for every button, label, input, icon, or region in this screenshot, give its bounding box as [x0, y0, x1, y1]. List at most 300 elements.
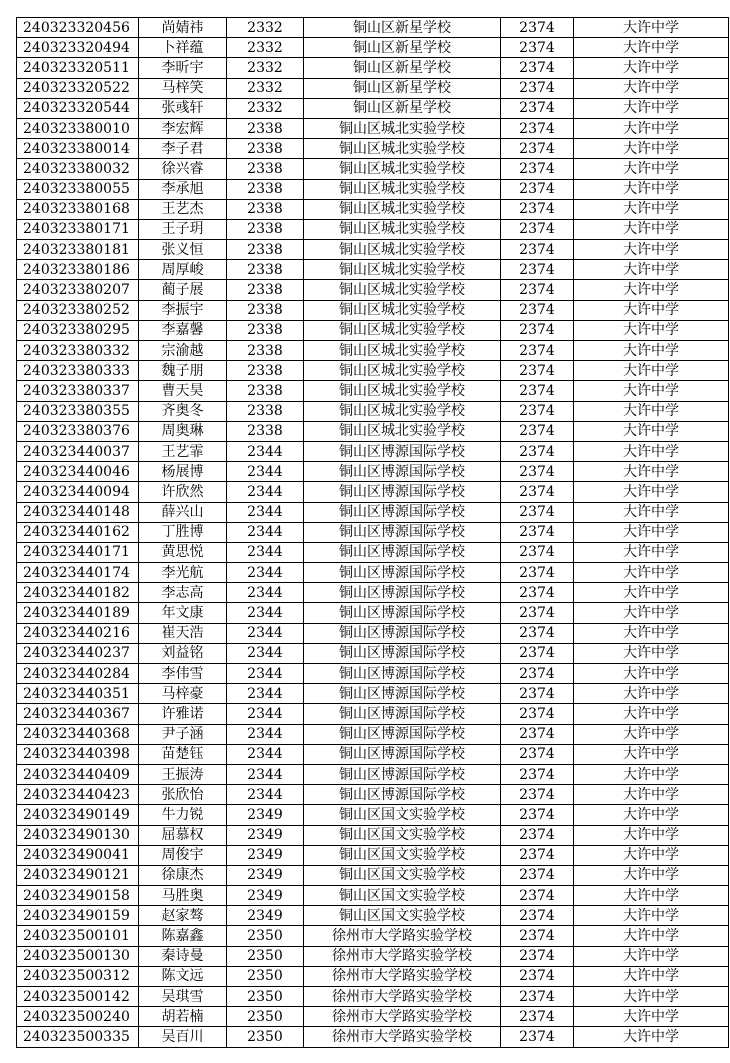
table-row [17, 1027, 729, 1047]
student-name-cell: 张彧轩 [139, 98, 227, 118]
school-name-cell: 铜山区博源国际学校 [304, 684, 501, 704]
target-code-cell: 2374 [501, 966, 574, 986]
school-name-cell: 铜山区国文实验学校 [304, 886, 501, 906]
target-code-cell: 2374 [501, 118, 574, 138]
exam-id-cell: 240323440409 [17, 764, 139, 784]
school-name-cell: 铜山区博源国际学校 [304, 542, 501, 562]
school-name-cell: 铜山区博源国际学校 [304, 744, 501, 764]
exam-id-cell: 240323380295 [17, 320, 139, 340]
table-row [17, 563, 729, 583]
school-name-cell: 铜山区城北实验学校 [304, 139, 501, 159]
exam-id-cell: 240323320494 [17, 38, 139, 58]
table-row [17, 118, 729, 138]
school-code-cell: 2349 [227, 906, 304, 926]
target-code-cell: 2374 [501, 280, 574, 300]
table-row [17, 199, 729, 219]
school-name-cell: 铜山区城北实验学校 [304, 159, 501, 179]
school-code-cell: 2350 [227, 926, 304, 946]
table-row [17, 381, 729, 401]
school-name-cell: 铜山区城北实验学校 [304, 260, 501, 280]
target-school-cell: 大许中学 [574, 199, 729, 219]
student-name-cell: 陈文远 [139, 966, 227, 986]
exam-id-cell: 240323440174 [17, 563, 139, 583]
table-row [17, 603, 729, 623]
table-row [17, 441, 729, 461]
target-school-cell: 大许中学 [574, 603, 729, 623]
student-name-cell: 周厚峻 [139, 260, 227, 280]
target-school-cell: 大许中学 [574, 664, 729, 684]
table-row [17, 159, 729, 179]
target-code-cell: 2374 [501, 522, 574, 542]
exam-id-cell: 240323380032 [17, 159, 139, 179]
table-row [17, 361, 729, 381]
target-school-cell: 大许中学 [574, 159, 729, 179]
student-name-cell: 王振涛 [139, 764, 227, 784]
school-name-cell: 铜山区博源国际学校 [304, 623, 501, 643]
table-row [17, 320, 729, 340]
school-code-cell: 2332 [227, 78, 304, 98]
target-school-cell: 大许中学 [574, 421, 729, 441]
school-code-cell: 2338 [227, 421, 304, 441]
student-name-cell: 李振宇 [139, 300, 227, 320]
table-row [17, 583, 729, 603]
school-code-cell: 2338 [227, 139, 304, 159]
table-row [17, 98, 729, 118]
target-school-cell: 大许中学 [574, 401, 729, 421]
table-row [17, 78, 729, 98]
school-name-cell: 铜山区博源国际学校 [304, 502, 501, 522]
exam-id-cell: 240323380252 [17, 300, 139, 320]
school-code-cell: 2350 [227, 946, 304, 966]
student-name-cell: 周奥琳 [139, 421, 227, 441]
target-code-cell: 2374 [501, 845, 574, 865]
exam-id-cell: 240323380010 [17, 118, 139, 138]
student-name-cell: 许雅诺 [139, 704, 227, 724]
student-name-cell: 蔺子展 [139, 280, 227, 300]
table-row [17, 643, 729, 663]
target-school-cell: 大许中学 [574, 341, 729, 361]
exam-id-cell: 240323380355 [17, 401, 139, 421]
table-row [17, 966, 729, 986]
school-name-cell: 铜山区国文实验学校 [304, 845, 501, 865]
school-code-cell: 2332 [227, 38, 304, 58]
target-school-cell: 大许中学 [574, 1027, 729, 1047]
table-row [17, 886, 729, 906]
target-school-cell: 大许中学 [574, 18, 729, 38]
target-school-cell: 大许中学 [574, 926, 729, 946]
school-name-cell: 铜山区国文实验学校 [304, 906, 501, 926]
school-code-cell: 2338 [227, 179, 304, 199]
exam-id-cell: 240323380333 [17, 361, 139, 381]
target-code-cell: 2374 [501, 825, 574, 845]
table-row [17, 542, 729, 562]
exam-id-cell: 240323380376 [17, 421, 139, 441]
table-row [17, 179, 729, 199]
student-name-cell: 王艺杰 [139, 199, 227, 219]
student-name-cell: 马梓笑 [139, 78, 227, 98]
target-code-cell: 2374 [501, 987, 574, 1007]
exam-id-cell: 240323440189 [17, 603, 139, 623]
student-name-cell: 马梓豪 [139, 684, 227, 704]
school-code-cell: 2350 [227, 1027, 304, 1047]
school-code-cell: 2338 [227, 381, 304, 401]
target-school-cell: 大许中学 [574, 300, 729, 320]
exam-id-cell: 240323380055 [17, 179, 139, 199]
school-code-cell: 2338 [227, 341, 304, 361]
student-name-cell: 丁胜博 [139, 522, 227, 542]
student-name-cell: 宗渝越 [139, 341, 227, 361]
target-school-cell: 大许中学 [574, 865, 729, 885]
student-name-cell: 陈嘉鑫 [139, 926, 227, 946]
table-row [17, 744, 729, 764]
exam-id-cell: 240323490159 [17, 906, 139, 926]
target-code-cell: 2374 [501, 341, 574, 361]
exam-id-cell: 240323440148 [17, 502, 139, 522]
student-name-cell: 吴百川 [139, 1027, 227, 1047]
school-name-cell: 铜山区博源国际学校 [304, 563, 501, 583]
target-school-cell: 大许中学 [574, 118, 729, 138]
target-school-cell: 大许中学 [574, 724, 729, 744]
target-code-cell: 2374 [501, 18, 574, 38]
school-code-cell: 2344 [227, 563, 304, 583]
table-row [17, 946, 729, 966]
target-school-cell: 大许中学 [574, 704, 729, 724]
school-code-cell: 2344 [227, 785, 304, 805]
school-name-cell: 铜山区城北实验学校 [304, 118, 501, 138]
target-school-cell: 大许中学 [574, 623, 729, 643]
school-code-cell: 2350 [227, 966, 304, 986]
school-name-cell: 徐州市大学路实验学校 [304, 946, 501, 966]
target-code-cell: 2374 [501, 441, 574, 461]
school-code-cell: 2350 [227, 1007, 304, 1027]
exam-id-cell: 240323440284 [17, 664, 139, 684]
school-code-cell: 2338 [227, 199, 304, 219]
target-code-cell: 2374 [501, 320, 574, 340]
target-code-cell: 2374 [501, 139, 574, 159]
school-code-cell: 2349 [227, 825, 304, 845]
school-name-cell: 铜山区新星学校 [304, 78, 501, 98]
school-name-cell: 铜山区城北实验学校 [304, 219, 501, 239]
exam-id-cell: 240323500101 [17, 926, 139, 946]
school-code-cell: 2332 [227, 18, 304, 38]
school-name-cell: 铜山区国文实验学校 [304, 825, 501, 845]
exam-id-cell: 240323440037 [17, 441, 139, 461]
target-code-cell: 2374 [501, 906, 574, 926]
target-school-cell: 大许中学 [574, 845, 729, 865]
student-name-cell: 尹子涵 [139, 724, 227, 744]
school-code-cell: 2349 [227, 865, 304, 885]
target-school-cell: 大许中学 [574, 563, 729, 583]
student-name-cell: 秦诗曼 [139, 946, 227, 966]
target-code-cell: 2374 [501, 805, 574, 825]
target-school-cell: 大许中学 [574, 441, 729, 461]
school-name-cell: 铜山区博源国际学校 [304, 785, 501, 805]
table-row [17, 926, 729, 946]
student-name-cell: 周俊宇 [139, 845, 227, 865]
school-code-cell: 2344 [227, 684, 304, 704]
target-code-cell: 2374 [501, 78, 574, 98]
student-name-cell: 马胜奥 [139, 886, 227, 906]
table-row [17, 825, 729, 845]
target-code-cell: 2374 [501, 886, 574, 906]
target-school-cell: 大许中学 [574, 987, 729, 1007]
target-school-cell: 大许中学 [574, 522, 729, 542]
exam-id-cell: 240323380181 [17, 240, 139, 260]
school-code-cell: 2344 [227, 502, 304, 522]
school-name-cell: 铜山区博源国际学校 [304, 522, 501, 542]
target-code-cell: 2374 [501, 785, 574, 805]
target-school-cell: 大许中学 [574, 462, 729, 482]
school-name-cell: 铜山区新星学校 [304, 18, 501, 38]
table-row [17, 1007, 729, 1027]
school-name-cell: 铜山区新星学校 [304, 98, 501, 118]
target-code-cell: 2374 [501, 764, 574, 784]
target-school-cell: 大许中学 [574, 260, 729, 280]
exam-id-cell: 240323490130 [17, 825, 139, 845]
target-code-cell: 2374 [501, 603, 574, 623]
school-code-cell: 2338 [227, 219, 304, 239]
target-school-cell: 大许中学 [574, 381, 729, 401]
table-row [17, 724, 729, 744]
student-name-cell: 黄思悦 [139, 542, 227, 562]
target-code-cell: 2374 [501, 704, 574, 724]
school-code-cell: 2338 [227, 240, 304, 260]
table-row [17, 845, 729, 865]
student-name-cell: 李承旭 [139, 179, 227, 199]
school-code-cell: 2338 [227, 280, 304, 300]
target-school-cell: 大许中学 [574, 361, 729, 381]
school-name-cell: 铜山区博源国际学校 [304, 462, 501, 482]
school-code-cell: 2344 [227, 522, 304, 542]
target-school-cell: 大许中学 [574, 240, 729, 260]
target-school-cell: 大许中学 [574, 744, 729, 764]
target-code-cell: 2374 [501, 58, 574, 78]
target-code-cell: 2374 [501, 563, 574, 583]
table-row [17, 684, 729, 704]
exam-id-cell: 240323440162 [17, 522, 139, 542]
target-code-cell: 2374 [501, 260, 574, 280]
school-code-cell: 2344 [227, 664, 304, 684]
school-code-cell: 2344 [227, 764, 304, 784]
target-code-cell: 2374 [501, 159, 574, 179]
student-name-cell: 牛力锐 [139, 805, 227, 825]
target-code-cell: 2374 [501, 623, 574, 643]
target-code-cell: 2374 [501, 199, 574, 219]
student-name-cell: 李子君 [139, 139, 227, 159]
school-code-cell: 2338 [227, 118, 304, 138]
target-code-cell: 2374 [501, 300, 574, 320]
school-code-cell: 2344 [227, 603, 304, 623]
school-code-cell: 2344 [227, 744, 304, 764]
exam-id-cell: 240323440237 [17, 643, 139, 663]
school-code-cell: 2338 [227, 159, 304, 179]
target-school-cell: 大许中学 [574, 684, 729, 704]
school-code-cell: 2332 [227, 98, 304, 118]
school-code-cell: 2344 [227, 724, 304, 744]
school-name-cell: 铜山区城北实验学校 [304, 361, 501, 381]
exam-id-cell: 240323380332 [17, 341, 139, 361]
target-code-cell: 2374 [501, 684, 574, 704]
target-school-cell: 大许中学 [574, 643, 729, 663]
student-name-cell: 崔天浩 [139, 623, 227, 643]
school-name-cell: 铜山区城北实验学校 [304, 280, 501, 300]
school-code-cell: 2344 [227, 441, 304, 461]
table-row [17, 462, 729, 482]
target-school-cell: 大许中学 [574, 502, 729, 522]
table-row [17, 38, 729, 58]
target-code-cell: 2374 [501, 361, 574, 381]
table-row [17, 482, 729, 502]
school-code-cell: 2349 [227, 886, 304, 906]
exam-id-cell: 240323440423 [17, 785, 139, 805]
table-row [17, 280, 729, 300]
school-code-cell: 2338 [227, 401, 304, 421]
student-name-cell: 李嘉馨 [139, 320, 227, 340]
table-row [17, 805, 729, 825]
target-school-cell: 大许中学 [574, 219, 729, 239]
school-name-cell: 铜山区城北实验学校 [304, 179, 501, 199]
school-name-cell: 铜山区国文实验学校 [304, 805, 501, 825]
school-name-cell: 徐州市大学路实验学校 [304, 1027, 501, 1047]
exam-id-cell: 240323440216 [17, 623, 139, 643]
table-row [17, 300, 729, 320]
exam-id-cell: 240323440367 [17, 704, 139, 724]
target-school-cell: 大许中学 [574, 1007, 729, 1027]
school-code-cell: 2344 [227, 643, 304, 663]
school-name-cell: 铜山区博源国际学校 [304, 603, 501, 623]
school-name-cell: 铜山区城北实验学校 [304, 300, 501, 320]
exam-id-cell: 240323380337 [17, 381, 139, 401]
school-code-cell: 2349 [227, 805, 304, 825]
target-school-cell: 大许中学 [574, 805, 729, 825]
exam-id-cell: 240323440182 [17, 583, 139, 603]
exam-id-cell: 240323490149 [17, 805, 139, 825]
target-school-cell: 大许中学 [574, 886, 729, 906]
school-name-cell: 徐州市大学路实验学校 [304, 966, 501, 986]
target-code-cell: 2374 [501, 219, 574, 239]
school-code-cell: 2344 [227, 704, 304, 724]
exam-id-cell: 240323380171 [17, 219, 139, 239]
target-school-cell: 大许中学 [574, 78, 729, 98]
target-code-cell: 2374 [501, 664, 574, 684]
student-name-cell: 王艺霏 [139, 441, 227, 461]
exam-id-cell: 240323380168 [17, 199, 139, 219]
school-code-cell: 2349 [227, 845, 304, 865]
school-code-cell: 2338 [227, 300, 304, 320]
student-name-cell: 李光航 [139, 563, 227, 583]
target-code-cell: 2374 [501, 865, 574, 885]
target-school-cell: 大许中学 [574, 825, 729, 845]
student-name-cell: 齐奥冬 [139, 401, 227, 421]
target-school-cell: 大许中学 [574, 583, 729, 603]
school-name-cell: 铜山区城北实验学校 [304, 421, 501, 441]
exam-id-cell: 240323320522 [17, 78, 139, 98]
table-row [17, 502, 729, 522]
school-name-cell: 铜山区博源国际学校 [304, 664, 501, 684]
student-name-cell: 吴琪雪 [139, 987, 227, 1007]
student-name-cell: 李昕宇 [139, 58, 227, 78]
target-code-cell: 2374 [501, 1007, 574, 1027]
target-school-cell: 大许中学 [574, 946, 729, 966]
target-school-cell: 大许中学 [574, 139, 729, 159]
table-row [17, 664, 729, 684]
exam-id-cell: 240323320511 [17, 58, 139, 78]
table-row [17, 623, 729, 643]
exam-id-cell: 240323380207 [17, 280, 139, 300]
target-code-cell: 2374 [501, 542, 574, 562]
student-name-cell: 张欣怡 [139, 785, 227, 805]
target-school-cell: 大许中学 [574, 906, 729, 926]
target-code-cell: 2374 [501, 583, 574, 603]
student-name-cell: 胡若楠 [139, 1007, 227, 1027]
table-row [17, 401, 729, 421]
table-row [17, 865, 729, 885]
target-code-cell: 2374 [501, 744, 574, 764]
target-school-cell: 大许中学 [574, 785, 729, 805]
school-name-cell: 铜山区城北实验学校 [304, 401, 501, 421]
exam-id-cell: 240323490121 [17, 865, 139, 885]
student-name-cell: 杨展博 [139, 462, 227, 482]
exam-id-cell: 240323440046 [17, 462, 139, 482]
student-name-cell: 苗楚钰 [139, 744, 227, 764]
exam-id-cell: 240323500130 [17, 946, 139, 966]
school-name-cell: 铜山区博源国际学校 [304, 583, 501, 603]
student-name-cell: 赵家骜 [139, 906, 227, 926]
table-row [17, 260, 729, 280]
school-name-cell: 徐州市大学路实验学校 [304, 1007, 501, 1027]
target-school-cell: 大许中学 [574, 179, 729, 199]
admission-table-body [17, 18, 729, 1048]
school-code-cell: 2338 [227, 361, 304, 381]
table-row [17, 240, 729, 260]
school-code-cell: 2344 [227, 583, 304, 603]
admission-table [16, 17, 729, 1048]
school-code-cell: 2344 [227, 462, 304, 482]
target-school-cell: 大许中学 [574, 542, 729, 562]
table-row [17, 987, 729, 1007]
exam-id-cell: 240323320544 [17, 98, 139, 118]
school-name-cell: 铜山区博源国际学校 [304, 724, 501, 744]
school-name-cell: 铜山区新星学校 [304, 38, 501, 58]
school-name-cell: 铜山区国文实验学校 [304, 865, 501, 885]
target-school-cell: 大许中学 [574, 280, 729, 300]
student-name-cell: 李伟雪 [139, 664, 227, 684]
exam-id-cell: 240323440351 [17, 684, 139, 704]
target-school-cell: 大许中学 [574, 482, 729, 502]
target-code-cell: 2374 [501, 38, 574, 58]
target-school-cell: 大许中学 [574, 320, 729, 340]
table-row [17, 704, 729, 724]
target-school-cell: 大许中学 [574, 58, 729, 78]
target-school-cell: 大许中学 [574, 98, 729, 118]
school-name-cell: 铜山区城北实验学校 [304, 320, 501, 340]
student-name-cell: 张义恒 [139, 240, 227, 260]
target-code-cell: 2374 [501, 381, 574, 401]
table-row [17, 785, 729, 805]
target-school-cell: 大许中学 [574, 38, 729, 58]
table-row [17, 522, 729, 542]
school-name-cell: 徐州市大学路实验学校 [304, 987, 501, 1007]
school-name-cell: 铜山区城北实验学校 [304, 381, 501, 401]
school-name-cell: 铜山区博源国际学校 [304, 764, 501, 784]
student-name-cell: 屈慕权 [139, 825, 227, 845]
student-name-cell: 王子玥 [139, 219, 227, 239]
target-school-cell: 大许中学 [574, 764, 729, 784]
table-row [17, 219, 729, 239]
exam-id-cell: 240323500335 [17, 1027, 139, 1047]
table-row [17, 906, 729, 926]
target-code-cell: 2374 [501, 643, 574, 663]
